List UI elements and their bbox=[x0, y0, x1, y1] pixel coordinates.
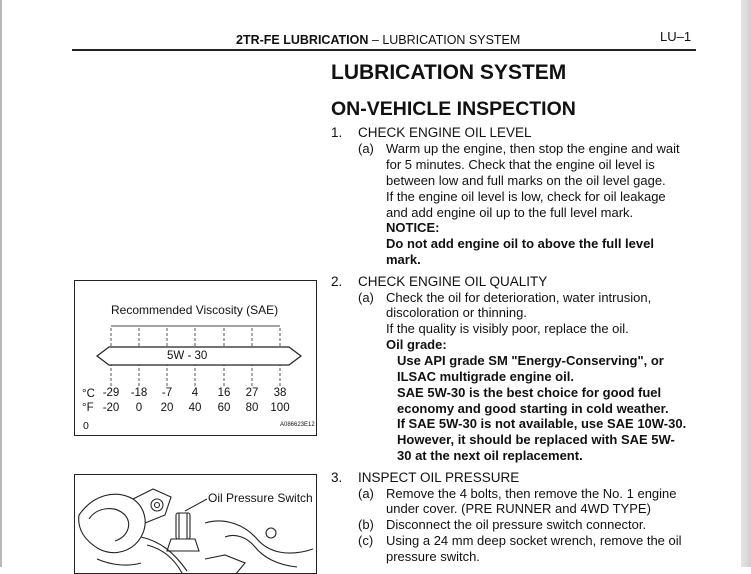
step-1-line: for 5 minutes. Check that the engine oil level is bbox=[386, 157, 655, 172]
fahrenheit-tick: 0 bbox=[135, 402, 143, 414]
oil-pressure-switch-figure bbox=[74, 474, 317, 574]
zero-marker: 0 bbox=[83, 420, 89, 432]
page-title: LUBRICATION SYSTEM bbox=[331, 61, 567, 84]
engine-contour bbox=[225, 535, 297, 567]
viscosity-figure bbox=[74, 280, 317, 436]
lower-bracket bbox=[205, 555, 245, 574]
oil-grade-label: Oil grade: bbox=[386, 337, 447, 352]
oil-grade-line: SAE 5W-30 is the best choice for good fuel bbox=[397, 385, 662, 400]
celsius-tick: -29 bbox=[102, 387, 120, 399]
celsius-tick: 38 bbox=[273, 387, 287, 399]
leader-line bbox=[185, 499, 207, 511]
running-header bbox=[236, 33, 520, 47]
fahrenheit-tick: 20 bbox=[160, 402, 174, 414]
step-1-line: Warm up the engine, then stop the engine and wait bbox=[386, 141, 680, 156]
switch-base bbox=[167, 539, 199, 551]
fahrenheit-tick: 80 bbox=[245, 402, 259, 414]
step-3-line: pressure switch. bbox=[386, 549, 480, 564]
step-3-item-c-label: (c) bbox=[358, 533, 374, 548]
viscosity-title: Recommended Viscosity (SAE) bbox=[111, 303, 279, 317]
celsius-tick: -7 bbox=[161, 387, 173, 399]
header-section: LUBRICATION SYSTEM bbox=[382, 33, 521, 47]
step-3-line: Using a 24 mm deep socket wrench, remove the oil bbox=[386, 533, 682, 548]
step-2-title: CHECK ENGINE OIL QUALITY bbox=[358, 274, 548, 289]
fahrenheit-tick: 40 bbox=[188, 402, 202, 414]
step-3-line: Remove the 4 bolts, then remove the No. 1 engine bbox=[386, 486, 677, 501]
celsius-unit: °C bbox=[82, 388, 95, 400]
engine-rear-contour bbox=[205, 521, 313, 553]
step-3-number: 3. bbox=[331, 470, 343, 485]
bracket-outline bbox=[133, 489, 171, 523]
step-1-number: 1. bbox=[331, 125, 343, 140]
notice-label: NOTICE: bbox=[386, 220, 440, 235]
step-3-line: under cover. (PRE RUNNER and 4WD TYPE) bbox=[386, 501, 651, 516]
oil-pressure-switch-label: Oil Pressure Switch bbox=[208, 491, 313, 505]
step-2-line: discoloration or thinning. bbox=[386, 305, 527, 320]
step-1-title: CHECK ENGINE OIL LEVEL bbox=[358, 125, 532, 140]
celsius-tick: 27 bbox=[245, 387, 259, 399]
header-model: 2TR-FE LUBRICATION bbox=[236, 33, 369, 47]
celsius-tick: 16 bbox=[217, 387, 231, 399]
oil-grade-line: However, it should be replaced with SAE 5W- bbox=[397, 432, 675, 447]
fahrenheit-unit: °F bbox=[82, 402, 94, 414]
header-divider bbox=[72, 49, 696, 51]
step-3-item-a-label: (a) bbox=[358, 486, 374, 501]
step-1-line: If the engine oil level is low, check for oil leakage bbox=[386, 189, 666, 204]
section-subtitle: ON-VEHICLE INSPECTION bbox=[331, 98, 576, 120]
fahrenheit-tick: 100 bbox=[270, 402, 290, 414]
notice-line: Do not add engine oil to above the full level bbox=[386, 236, 654, 251]
header-separator: – bbox=[371, 33, 379, 47]
lower-contour bbox=[97, 559, 141, 565]
window-left-edge bbox=[0, 0, 2, 567]
oil-grade-line: 30 at the next oil replacement. bbox=[397, 448, 583, 463]
step-2-number: 2. bbox=[331, 274, 343, 289]
step-1-item-a-label: (a) bbox=[358, 141, 374, 156]
fitting bbox=[266, 528, 276, 538]
engine-detail-line bbox=[89, 509, 129, 541]
step-2-line: Check the oil for deterioration, water intrusion, bbox=[386, 290, 652, 305]
celsius-tick: -18 bbox=[130, 387, 148, 399]
step-3-title: INSPECT OIL PRESSURE bbox=[358, 470, 520, 485]
bolt-head bbox=[151, 499, 163, 511]
oil-grade-line: Use API grade SM "Energy-Conserving", or bbox=[397, 353, 664, 368]
oil-grade-line: If SAE 5W-30 is not available, use SAE 10W-30. bbox=[397, 416, 687, 431]
page-number: LU–1 bbox=[660, 29, 692, 44]
oil-grade-line: ILSAC multigrade engine oil. bbox=[397, 369, 574, 384]
bolt-center bbox=[155, 503, 160, 508]
step-2-item-a-label: (a) bbox=[358, 290, 374, 305]
window-right-edge bbox=[741, 0, 751, 567]
hose-line bbox=[141, 537, 187, 571]
viscosity-grade-label: 5W - 30 bbox=[167, 350, 208, 362]
figure-code: A086623E12 bbox=[280, 422, 315, 428]
fahrenheit-tick: -20 bbox=[102, 402, 120, 414]
step-2-line: If the quality is visibly poor, replace the oil. bbox=[386, 321, 629, 336]
notice-line: mark. bbox=[386, 252, 421, 267]
pressure-switch-body bbox=[176, 513, 190, 539]
engine-block-outline bbox=[79, 494, 145, 552]
step-1-line: and add engine oil up to the full level mark. bbox=[386, 205, 634, 220]
step-1-line: between low and full marks on the oil level gage. bbox=[386, 173, 666, 188]
oil-grade-line: economy and good starting in cold weather. bbox=[397, 401, 669, 416]
step-3-line: Disconnect the oil pressure switch connector. bbox=[386, 517, 647, 532]
engine-illustration bbox=[75, 475, 317, 574]
fahrenheit-tick: 60 bbox=[217, 402, 231, 414]
celsius-tick: 4 bbox=[191, 387, 199, 399]
step-3-item-b-label: (b) bbox=[358, 517, 374, 532]
